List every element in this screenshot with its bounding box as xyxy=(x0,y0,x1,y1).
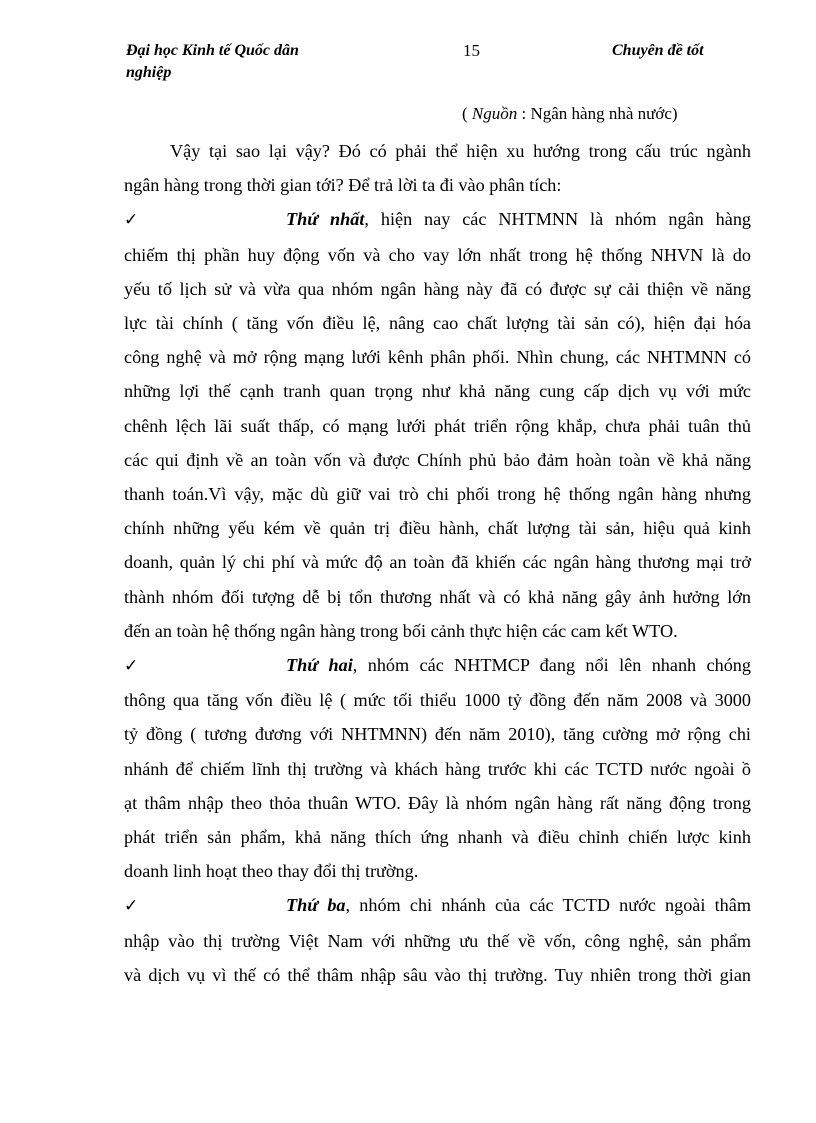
point-1-line: những lợi thế cạnh tranh quan trọng như khả năng cung cấp dịch vụ với mức xyxy=(124,381,751,402)
point-1-line: các qui định về an toàn vốn và được Chính phủ bảo đảm hoàn toàn về khả năng xyxy=(124,449,751,470)
point-text: , nhóm các NHTMCP đang nổi lên nhanh chóng xyxy=(352,655,751,676)
point-lead: Thứ nhất xyxy=(286,209,365,230)
point-text: , nhóm chi nhánh của các TCTD nước ngoài thâm xyxy=(345,895,751,916)
header-right: Chuyên đề tốt xyxy=(612,42,704,59)
point-2-line: nhánh để chiếm lĩnh thị trường và khách hàng trước khi các TCTD nước ngoài ồ xyxy=(124,758,751,779)
point-3-line: và dịch vụ vì thế có thể thâm nhập sâu vào thị trường. Tuy nhiên trong thời gian xyxy=(124,964,751,985)
source-text: : Ngân hàng nhà nước) xyxy=(517,104,678,123)
point-text: , hiện nay các NHTMNN là nhóm ngân hàng xyxy=(364,209,752,230)
point-2-first-line xyxy=(124,648,751,683)
point-2-line: ạt thâm nhập theo thỏa thuân WTO. Đây là nhóm ngân hàng rất năng động trong xyxy=(124,792,751,813)
point-1-line: chiếm thị phần huy động vốn và cho vay lớn nhất trong hệ thống NHVN là do xyxy=(124,244,751,265)
source-open: ( xyxy=(462,104,472,123)
intro-line: ngân hàng trong thời gian tới? Để trả lời ta đi vào phân tích: xyxy=(124,175,562,196)
intro-line: Vậy tại sao lại vậy? Đó có phải thể hiện xu hướng trong cấu trúc ngành xyxy=(170,141,751,161)
point-1-line: lực tài chính ( tăng vốn điều lệ, nâng cao chất lượng tài sản có), hiện đại hóa xyxy=(124,313,751,334)
point-1-line: chênh lệch lãi suất thấp, có mạng lưới phát triển rộng khắp, chưa phải tuân thủ xyxy=(124,415,751,436)
point-1-line: đến an toàn hệ thống ngân hàng trong bối cảnh thực hiện các cam kết WTO. xyxy=(124,620,678,641)
point-1-line: doanh, quản lý chi phí và mức độ an toàn đã khiến các ngân hàng thương mại trở xyxy=(124,552,751,573)
header-left xyxy=(126,40,356,84)
point-1-first-line xyxy=(124,202,751,237)
check-icon: ✓ xyxy=(124,656,139,676)
page-number: 15 xyxy=(463,41,480,60)
header-left-line1: Đại học Kinh tế Quốc dân xyxy=(126,42,299,59)
point-3-first-line xyxy=(124,888,751,923)
point-1-line: công nghệ và mở rộng mạng lưới kênh phân phối. Nhìn chung, các NHTMNN có xyxy=(124,347,751,368)
check-icon: ✓ xyxy=(124,210,139,230)
source-note xyxy=(462,102,678,126)
check-icon: ✓ xyxy=(124,896,139,916)
point-lead: Thứ hai xyxy=(286,655,353,676)
source-label: Nguồn xyxy=(471,104,518,123)
point-lead: Thứ ba xyxy=(286,895,346,916)
point-1-line: chính những yếu kém về quản trị điều hành, chất lượng tài sản, hiệu quả kinh xyxy=(124,518,751,539)
point-1-line: thành nhóm đối tượng dễ bị tổn thương nhất và có khả năng gây ảnh hưởng lớn xyxy=(124,586,751,607)
point-2-line: phát triển sản phẩm, khả năng thích ứng nhanh và điều chỉnh chiến lược kinh xyxy=(124,827,751,848)
point-2-line: tỷ đồng ( tương đương với NHTMNN) đến năm 2010), tăng cường mở rộng chi xyxy=(124,724,751,745)
point-3-line: nhập vào thị trường Việt Nam với những ưu thế về vốn, công nghệ, sản phẩm xyxy=(124,930,751,951)
point-1-line: thanh toán.Vì vậy, mặc dù giữ vai trò chi phối trong hệ thống ngân hàng nhưng xyxy=(124,484,751,505)
point-2-line: thông qua tăng vốn điều lệ ( mức tối thiểu 1000 tỷ đồng đến năm 2008 và 3000 xyxy=(124,690,751,711)
header-left-line2: nghiệp xyxy=(126,64,172,81)
point-2-line: doanh linh hoạt theo thay đổi thị trường. xyxy=(124,861,419,882)
body-text xyxy=(124,134,751,992)
point-1-line: yếu tố lịch sử và vừa qua nhóm ngân hàng này đã có được sự cải thiện về năng xyxy=(124,278,751,299)
